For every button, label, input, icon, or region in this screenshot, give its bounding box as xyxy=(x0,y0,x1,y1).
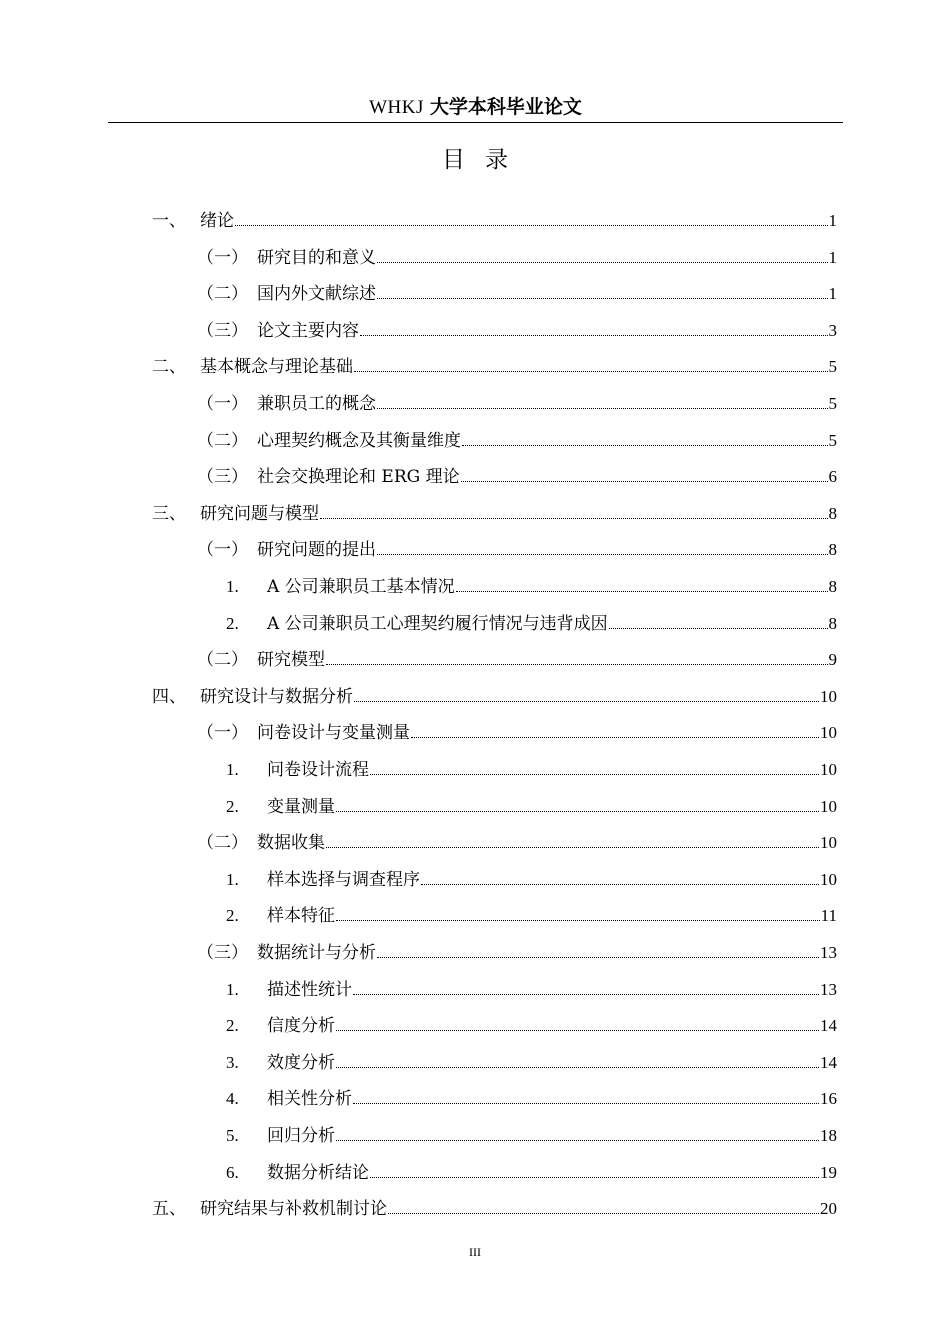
running-header xyxy=(108,92,843,122)
toc-dot-leader xyxy=(326,847,819,848)
toc-entry-title: 问卷设计与变量测量 xyxy=(257,723,410,744)
header-latin: WHKJ xyxy=(369,97,424,118)
toc-entry-page: 10 xyxy=(820,723,837,743)
toc-dot-leader xyxy=(377,554,828,555)
toc-entry-number: 2. xyxy=(226,906,239,926)
toc-entry-title: 研究设计与数据分析 xyxy=(200,686,353,707)
toc-dot-leader xyxy=(353,1103,819,1104)
toc-entry-page: 8 xyxy=(828,503,837,523)
toc-dot-leader xyxy=(354,701,819,702)
toc-entry-page: 1 xyxy=(828,247,837,267)
header-title: 大学本科毕业论文 xyxy=(429,96,582,118)
toc-entry-number: 3. xyxy=(226,1052,239,1072)
toc-entry-page: 18 xyxy=(820,1126,837,1145)
toc-entry[interactable] xyxy=(226,902,837,930)
toc-entry-page: 5 xyxy=(828,430,837,450)
toc-entry-title: 基本概念与理论基础 xyxy=(200,357,353,378)
toc-entry[interactable] xyxy=(226,756,837,784)
toc-entry-title: 论文主要内容 xyxy=(257,320,359,341)
toc-entry[interactable] xyxy=(197,280,837,308)
toc-entry[interactable] xyxy=(152,353,837,381)
toc-entry-page: 8 xyxy=(828,613,837,633)
toc-dot-leader xyxy=(370,774,819,775)
toc-dot-leader xyxy=(461,481,828,482)
toc-dot-leader xyxy=(456,591,828,592)
toc-entry-number: 五、 xyxy=(152,1199,186,1220)
toc-dot-leader xyxy=(377,262,828,263)
toc-entry-page: 5 xyxy=(828,394,837,413)
toc-entry-title: 信度分析 xyxy=(267,1016,335,1037)
toc-entry-number: （一） xyxy=(197,540,248,561)
toc-entry[interactable] xyxy=(197,939,837,967)
toc-dot-leader xyxy=(336,1030,819,1031)
toc-entry[interactable] xyxy=(197,463,837,491)
toc-entry-title: A 公司兼职员工心理契约履行情况与违背成因 xyxy=(267,613,608,634)
toc-entry-title: 研究结果与补救机制讨论 xyxy=(200,1199,387,1220)
toc-entry[interactable] xyxy=(226,1012,837,1040)
toc-entry[interactable] xyxy=(226,1122,837,1150)
toc-entry-number: （一） xyxy=(197,247,248,268)
toc-entry-title: 相关性分析 xyxy=(267,1089,352,1110)
toc-entry[interactable] xyxy=(226,1085,837,1113)
toc-entry-number: （三） xyxy=(197,943,248,963)
header-divider xyxy=(108,122,843,123)
toc-entry-number: 2. xyxy=(226,613,239,633)
toc-dot-leader xyxy=(360,335,828,336)
toc-entry[interactable] xyxy=(197,427,837,455)
toc-entry-number: 三、 xyxy=(152,503,186,524)
toc-entry[interactable] xyxy=(226,793,837,821)
toc-entry-number: 1. xyxy=(226,577,239,596)
toc-entry[interactable] xyxy=(226,976,837,1004)
toc-entry-page: 10 xyxy=(820,760,837,779)
toc-entry-number: 4. xyxy=(226,1089,239,1109)
toc-entry[interactable] xyxy=(152,207,837,235)
toc-dot-leader xyxy=(421,884,819,885)
toc-entry-number: 1. xyxy=(226,760,239,779)
toc-entry-page: 10 xyxy=(820,686,837,706)
toc-entry-title: 变量测量 xyxy=(267,796,335,817)
toc-entry-number: 二、 xyxy=(152,357,186,378)
toc-entry-number: 四、 xyxy=(152,686,186,707)
toc-entry-page: 11 xyxy=(820,906,837,926)
toc-dot-leader xyxy=(377,408,828,409)
toc-entry-number: （一） xyxy=(197,394,248,414)
toc-entry-title: 问卷设计流程 xyxy=(267,760,369,780)
toc-entry[interactable] xyxy=(197,244,837,272)
toc-entry-number: （三） xyxy=(197,320,248,341)
toc-entry[interactable] xyxy=(197,536,837,564)
toc-dot-leader xyxy=(336,920,820,921)
toc-entry-title: 研究模型 xyxy=(257,650,325,671)
toc-entry-title: 数据收集 xyxy=(257,833,325,854)
toc-entry-page: 14 xyxy=(820,1016,837,1036)
toc-dot-leader xyxy=(411,737,819,738)
toc-entry[interactable] xyxy=(197,390,837,418)
toc-entry[interactable] xyxy=(152,683,837,711)
toc-entry-title: 兼职员工的概念 xyxy=(257,394,376,414)
toc-entry-number: （二） xyxy=(197,430,248,451)
toc-entry[interactable] xyxy=(197,719,837,747)
toc-entry-title: 回归分析 xyxy=(267,1126,335,1146)
toc-entry-number: （一） xyxy=(197,723,248,744)
toc-heading xyxy=(0,142,950,178)
toc-entry-page: 10 xyxy=(820,833,837,853)
toc-entry-number: （二） xyxy=(197,833,248,854)
toc-dot-leader xyxy=(377,957,819,958)
page-footer xyxy=(0,1243,950,1261)
toc-entry-page: 1 xyxy=(828,284,837,304)
toc-entry-title: 社会交换理论和 ERG 理论 xyxy=(257,467,460,488)
toc-entry-page: 14 xyxy=(820,1052,837,1072)
toc-dot-leader xyxy=(462,445,828,446)
toc-dot-leader xyxy=(370,1177,819,1178)
toc-entry[interactable] xyxy=(226,866,837,894)
toc-entry-page: 1 xyxy=(828,211,837,230)
toc-entry-title: A 公司兼职员工基本情况 xyxy=(267,577,455,597)
toc-entry-page: 5 xyxy=(828,357,837,377)
toc-entry-page: 20 xyxy=(820,1199,837,1219)
toc-entry-number: 5. xyxy=(226,1126,239,1145)
toc-entry[interactable] xyxy=(226,610,837,638)
toc-entry-title: 样本选择与调查程序 xyxy=(267,869,420,890)
toc-dot-leader xyxy=(235,225,828,226)
toc-dot-leader xyxy=(609,628,828,629)
toc-dot-leader xyxy=(336,1140,819,1141)
toc-entry-page: 3 xyxy=(828,320,837,340)
toc-dot-leader xyxy=(388,1213,819,1214)
toc-entry-page: 10 xyxy=(820,869,837,889)
toc-entry-page: 8 xyxy=(828,577,837,596)
toc-entry-number: 1. xyxy=(226,869,239,889)
toc-dot-leader xyxy=(320,518,828,519)
toc-dot-leader xyxy=(353,994,819,995)
toc-dot-leader xyxy=(336,811,819,812)
toc-entry-title: 心理契约概念及其衡量维度 xyxy=(257,430,461,451)
toc-entry-title: 研究问题的提出 xyxy=(257,540,376,561)
toc-entry-title: 研究目的和意义 xyxy=(257,247,376,268)
toc-entry[interactable] xyxy=(226,1049,837,1077)
toc-entry[interactable] xyxy=(226,1159,837,1187)
toc-entry-title: 研究问题与模型 xyxy=(200,503,319,524)
toc-entry-page: 16 xyxy=(820,1089,837,1109)
toc-entry-number: 1. xyxy=(226,979,239,999)
toc-entry[interactable] xyxy=(197,317,837,345)
toc-entry-page: 8 xyxy=(828,540,837,560)
toc-entry-title: 数据统计与分析 xyxy=(257,943,376,963)
toc-entry-number: （三） xyxy=(197,467,248,488)
toc-entry-page: 19 xyxy=(820,1162,837,1182)
toc-entry-page: 10 xyxy=(820,796,837,816)
toc-entry[interactable] xyxy=(152,500,837,528)
toc-entry-title: 数据分析结论 xyxy=(267,1162,369,1183)
toc-heading-text: 目录 xyxy=(442,147,528,173)
toc-entry-page: 13 xyxy=(820,943,837,962)
toc-entry[interactable] xyxy=(226,573,837,601)
toc-entry-title: 样本特征 xyxy=(267,906,335,927)
toc-entry[interactable] xyxy=(197,646,837,674)
toc-entry-title: 国内外文献综述 xyxy=(257,284,376,305)
toc-entry-title: 绪论 xyxy=(200,211,234,231)
toc-dot-leader xyxy=(377,298,828,299)
toc-dot-leader xyxy=(336,1067,819,1068)
page-number: III xyxy=(469,1245,481,1259)
toc-dot-leader xyxy=(354,371,828,372)
toc-entry-number: 一、 xyxy=(152,211,186,231)
toc-dot-leader xyxy=(326,664,828,665)
toc-entry-number: （二） xyxy=(197,650,248,671)
toc-entry-number: 2. xyxy=(226,1016,239,1036)
toc-entry-number: （二） xyxy=(197,284,248,305)
toc-entry-title: 效度分析 xyxy=(267,1052,335,1073)
toc-entry[interactable] xyxy=(152,1195,837,1223)
toc-entry[interactable] xyxy=(197,829,837,857)
toc-entry-page: 6 xyxy=(828,467,837,487)
toc-entry-page: 13 xyxy=(820,979,837,999)
toc-entry-number: 2. xyxy=(226,796,239,816)
toc-entry-title: 描述性统计 xyxy=(267,979,352,1000)
toc-entry-page: 9 xyxy=(828,650,837,670)
toc-entry-number: 6. xyxy=(226,1162,239,1182)
